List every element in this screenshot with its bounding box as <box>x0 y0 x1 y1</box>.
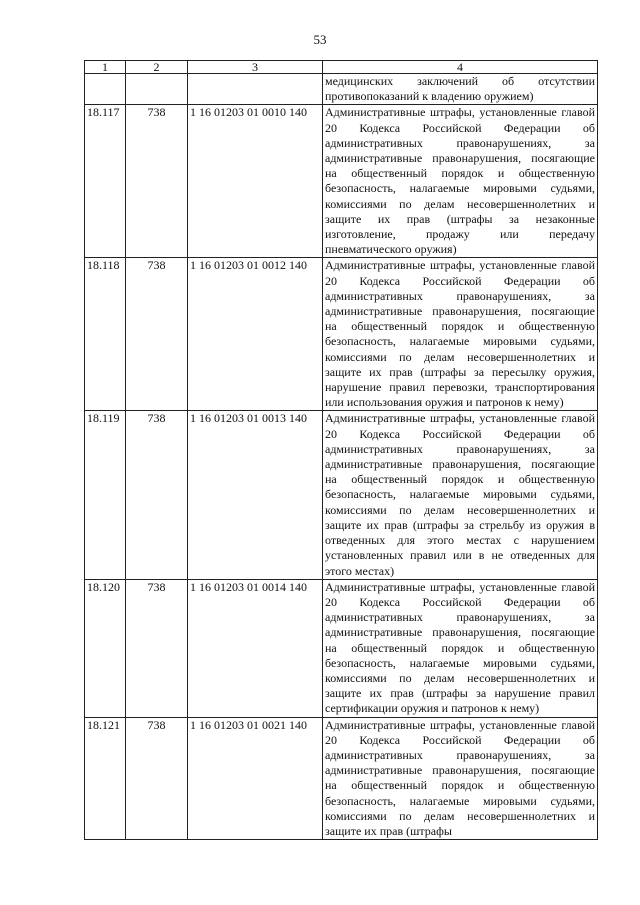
budget-classification-code: 1 16 01203 01 0013 140 <box>188 411 323 579</box>
row-description: Административные штрафы, установленные главой 20 Кодекса Российской Федерации об административных правонарушениях, за административные правонарушения, посягающие на общественный порядок и общественную безопасность, налагаемые мировыми судьями, комиссиями по делам несовершеннолетних и защите их прав (штрафы за незаконные изготовление, продажу или передачу пневматического оружия) <box>323 105 598 258</box>
row-number: 18.119 <box>85 411 126 579</box>
continuation-text: медицинских заключений об отсутствии противопоказаний к владению оружием) <box>323 74 598 105</box>
row-description: Административные штрафы, установленные главой 20 Кодекса Российской Федерации об административных правонарушениях, за административные правонарушения, посягающие на общественный порядок и общественную безопасность, налагаемые мировыми судьями, комиссиями по делам несовершеннолетних и защите их прав (штрафы за нарушение правил сертификации оружия и патронов к нему) <box>323 579 598 717</box>
table-row <box>85 258 598 411</box>
cell-kbk <box>188 74 323 105</box>
row-number: 18.120 <box>85 579 126 717</box>
table-row <box>85 717 598 840</box>
budget-classification-code: 1 16 01203 01 0021 140 <box>188 717 323 840</box>
row-description: Административные штрафы, установленные главой 20 Кодекса Российской Федерации об административных правонарушениях, за административные правонарушения, посягающие на общественный порядок и общественную безопасность, налагаемые мировыми судьями, комиссиями по делам несовершеннолетних и защите их прав (штрафы за пересылку оружия, нарушение правил перевозки, транспортирования или использования оружия и патронов к нему) <box>323 258 598 411</box>
admin-code: 738 <box>126 411 188 579</box>
table-row <box>85 579 598 717</box>
cell-code <box>126 74 188 105</box>
header-col-2: 2 <box>126 61 188 74</box>
row-description: Административные штрафы, установленные главой 20 Кодекса Российской Федерации об административных правонарушениях, за административные правонарушения, посягающие на общественный порядок и общественную безопасность, налагаемые мировыми судьями, комиссиями по делам несовершеннолетних и защите их прав (штрафы за стрельбу из оружия в отведенных для этого местах с нарушением установленных правил или в не отведенных для этого местах) <box>323 411 598 579</box>
row-number: 18.118 <box>85 258 126 411</box>
budget-classification-code: 1 16 01203 01 0010 140 <box>188 105 323 258</box>
continuation-row <box>85 74 598 105</box>
table-row <box>85 411 598 579</box>
admin-code: 738 <box>126 258 188 411</box>
header-col-4: 4 <box>323 61 598 74</box>
row-description: Административные штрафы, установленные главой 20 Кодекса Российской Федерации об административных правонарушениях, за административные правонарушения, посягающие на общественный порядок и общественную безопасность, налагаемые мировыми судьями, комиссиями по делам несовершеннолетних и защите их прав (штрафы <box>323 717 598 840</box>
row-number: 18.117 <box>85 105 126 258</box>
admin-code: 738 <box>126 579 188 717</box>
admin-code: 738 <box>126 717 188 840</box>
page-number: 53 <box>313 32 327 47</box>
table-header-row <box>85 61 598 74</box>
budget-codes-table <box>84 60 598 840</box>
table-row <box>85 105 598 258</box>
header-col-3: 3 <box>188 61 323 74</box>
budget-classification-code: 1 16 01203 01 0014 140 <box>188 579 323 717</box>
row-number: 18.121 <box>85 717 126 840</box>
budget-classification-code: 1 16 01203 01 0012 140 <box>188 258 323 411</box>
cell-num <box>85 74 126 105</box>
admin-code: 738 <box>126 105 188 258</box>
header-col-1: 1 <box>85 61 126 74</box>
